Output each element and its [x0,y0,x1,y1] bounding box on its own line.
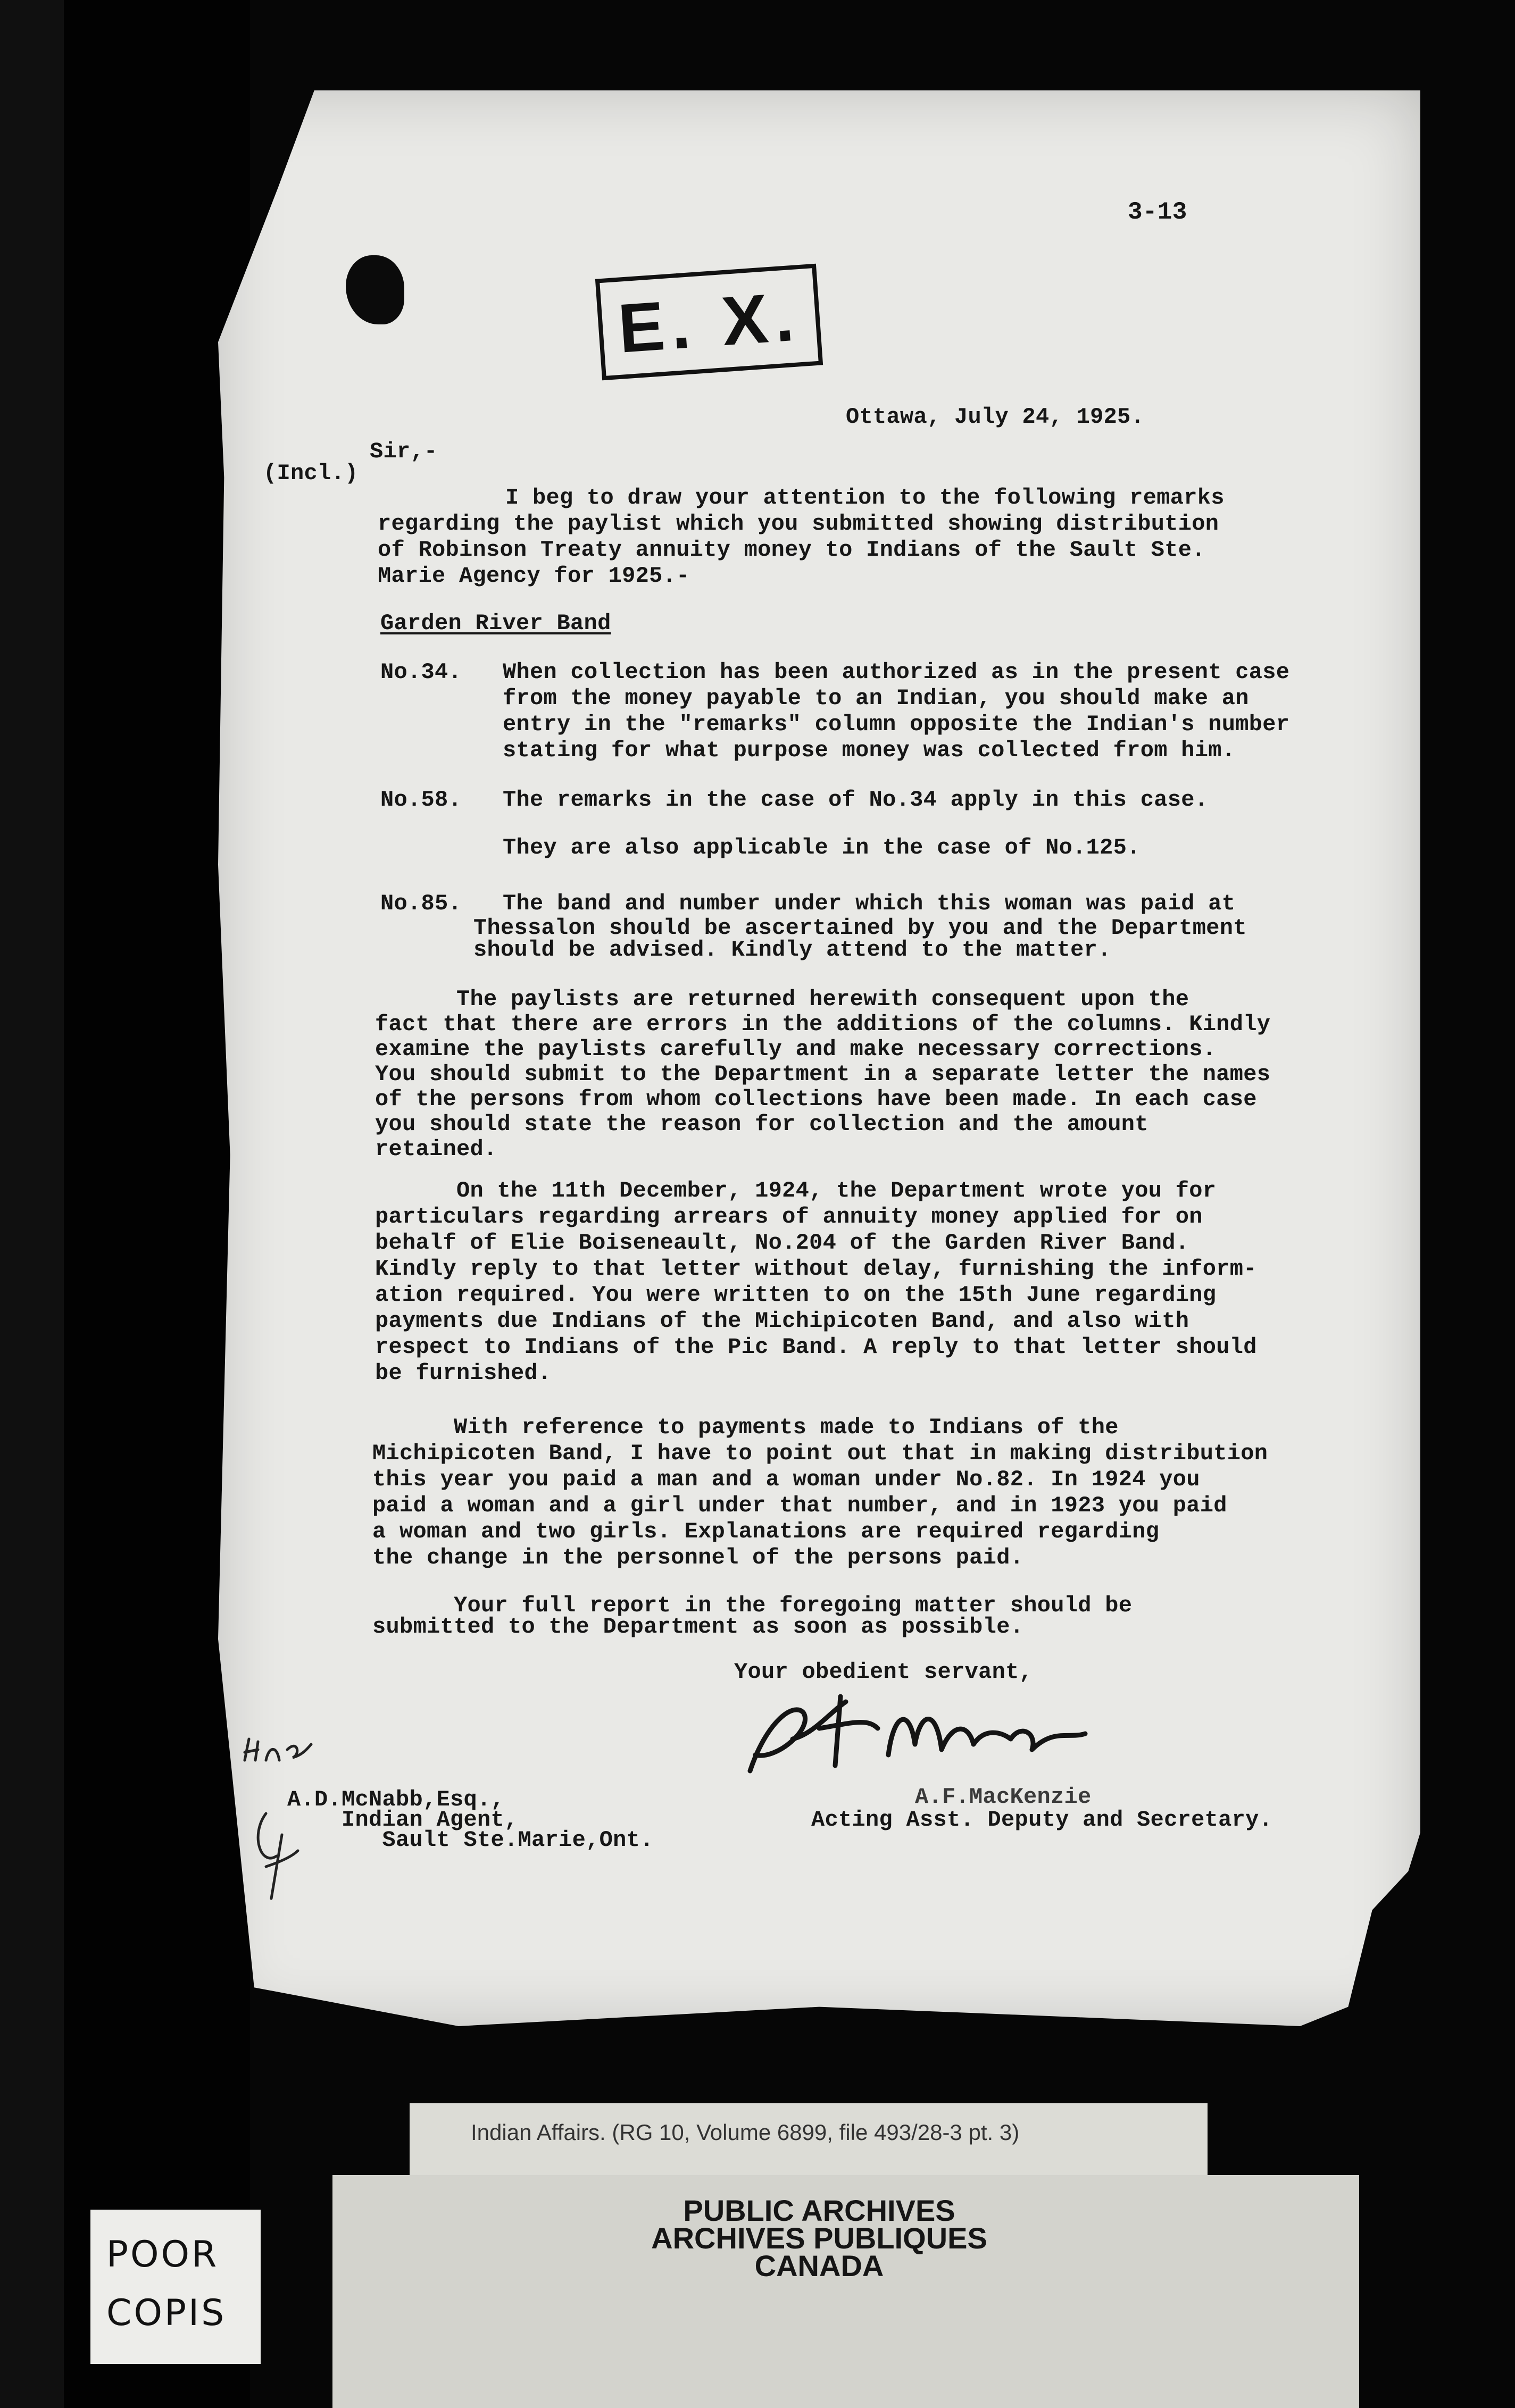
intro-line: I beg to draw your attention to the following remarks [505,485,1225,511]
archives-line: PUBLIC ARCHIVES [683,2194,955,2227]
intro-line: regarding the paylist which you submitted showing distribution [378,511,1219,537]
quality-note: COPIS [106,2292,227,2334]
band-heading: Garden River Band [380,611,611,636]
december-line: particulars regarding arrears of annuity money applied for on [375,1204,1203,1230]
closing: Your obedient servant, [734,1659,1033,1685]
film-edge [0,0,64,2408]
report-line: Your full report in the foregoing matter should be [372,1593,1133,1618]
item-line: should be advised. Kindly attend to the matter. [473,937,1111,963]
item-ref: No.34. [380,659,462,685]
item-line: entry in the "remarks" column opposite the Indian's number [503,712,1290,737]
item-line: Thessalon should be ascertained by you and the Department [473,915,1247,941]
item-line: The remarks in the case of No.34 apply in this case. [503,787,1209,813]
december-line: be furnished. [375,1360,552,1386]
ex-stamp: E. X. [595,264,823,381]
december-line: payments due Indians of the Michipicoten Band, and also with [375,1308,1189,1334]
signatory-name: A.F.MacKenzie [915,1784,1092,1810]
paylists-line: retained. [375,1136,497,1162]
quality-note: POOR [106,2234,219,2276]
michipicoten-line: Michipicoten Band, I have to point out that in making distribution [372,1441,1268,1466]
archive-reference: Indian Affairs. (RG 10, Volume 6899, file 493/28-3 pt. 3) [471,2120,1020,2145]
archives-line: CANADA [754,2249,884,2282]
incl-note: (Incl.) [263,461,359,486]
quality-card [90,2210,261,2364]
recipient-line: Sault Ste.Marie,Ont. [287,1827,654,1853]
item-line: The band and number under which this woman was paid at [503,891,1236,916]
intro-line: Marie Agency for 1925.- [378,563,690,589]
michipicoten-line: paid a woman and a girl under that number, and in 1923 you paid [372,1493,1227,1518]
item-line: They are also applicable in the case of No.125. [503,835,1141,860]
item-line: When collection has been authorized as in the present case [503,659,1290,685]
salutation: Sir,- [370,439,438,464]
december-line: ation required. You were written to on the 15th June regarding [375,1282,1217,1308]
date-line: Ottawa, July 24, 1925. [846,404,1145,430]
handwritten-initials [234,1728,362,1920]
paylists-line: You should submit to the Department in a separate letter the names [375,1061,1271,1087]
december-line: On the 11th December, 1924, the Department wrote you for [375,1178,1217,1203]
report-line: submitted to the Department as soon as possible. [372,1614,1024,1640]
signatory-title: Acting Asst. Deputy and Secretary. [811,1807,1273,1833]
paylists-line: you should state the reason for collection and the amount [375,1111,1148,1137]
michipicoten-line: a woman and two girls. Explanations are required regarding [372,1519,1160,1544]
signature [734,1680,1117,1792]
recipient-line: Indian Agent, [287,1807,518,1833]
paylists-line: of the persons from whom collections have been made. In each case [375,1086,1257,1112]
archives-line: ARCHIVES PUBLIQUES [651,2221,987,2255]
michipicoten-line: With reference to payments made to Indians of the [372,1415,1119,1440]
paylists-line: examine the paylists carefully and make necessary corrections. [375,1036,1217,1062]
item-line: from the money payable to an Indian, you should make an [503,685,1249,711]
december-line: Kindly reply to that letter without delay, furnishing the inform- [375,1256,1257,1282]
michipicoten-line: this year you paid a man and a woman under No.82. In 1924 you [372,1467,1200,1492]
december-line: respect to Indians of the Pic Band. A reply to that letter should [375,1334,1257,1360]
recipient-line: A.D.McNabb,Esq., [287,1787,505,1812]
item-ref: No.85. [380,891,462,916]
paylists-line: fact that there are errors in the additions of the columns. Kindly [375,1011,1271,1037]
intro-line: of Robinson Treaty annuity money to Indians of the Sault Ste. [378,537,1205,563]
michipicoten-line: the change in the personnel of the persons paid. [372,1545,1024,1570]
december-line: behalf of Elie Boiseneault, No.204 of the Garden River Band. [375,1230,1189,1256]
file-code: 3-13 [1128,198,1187,226]
item-ref: No.58. [380,787,462,813]
item-line: stating for what purpose money was collected from him. [503,738,1236,763]
paylists-line: The paylists are returned herewith consequent upon the [375,986,1189,1012]
